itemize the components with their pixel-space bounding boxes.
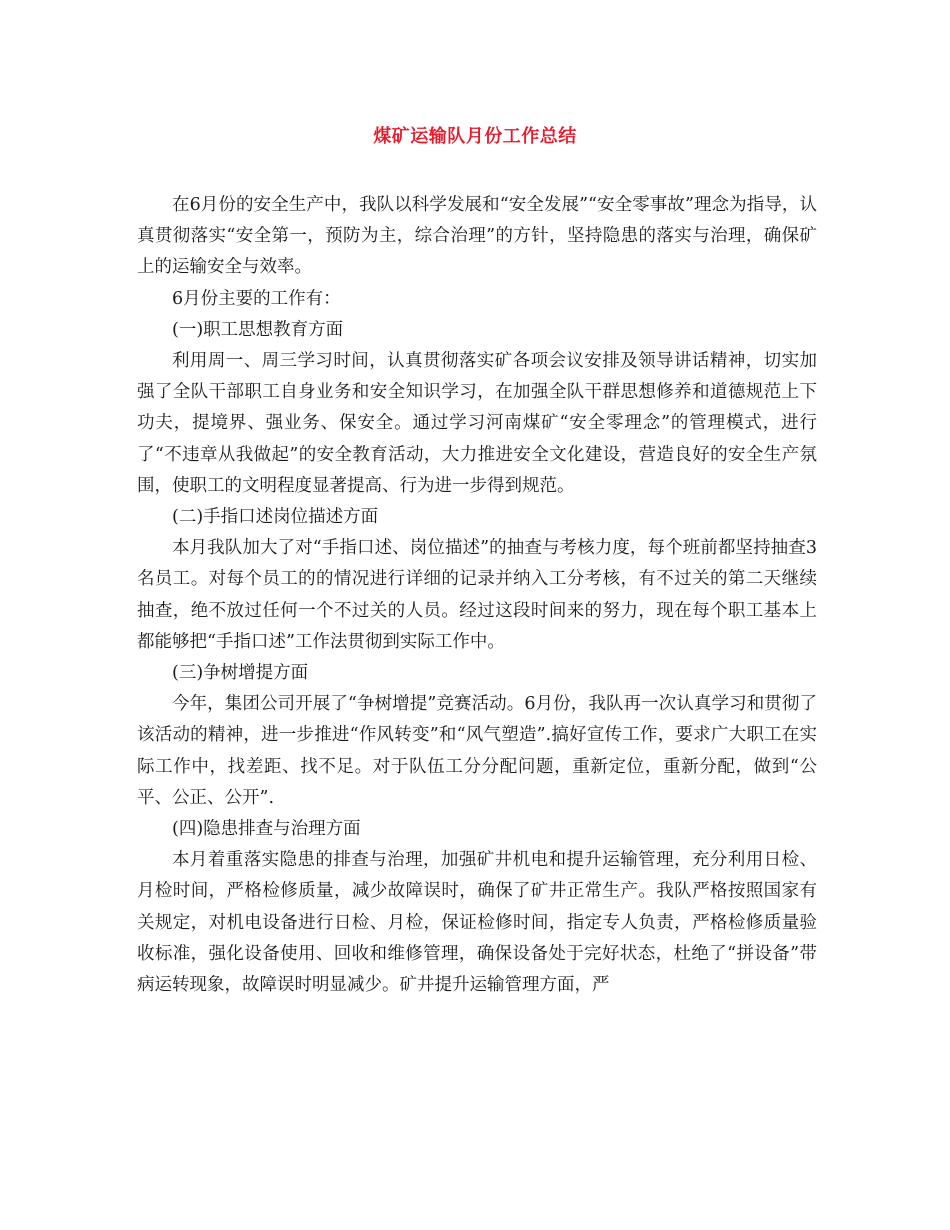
section-heading-1: (一)职工思想教育方面: [172, 319, 344, 340]
paragraph-work-list-heading: 6月份主要的工作有：: [172, 288, 341, 309]
document-body: [137, 190, 817, 1001]
paragraph-section-4: 本月着重落实隐患的排查与治理，加强矿井机电和提升运输管理，充分利用日检、月检时间，严格检修质量，减少故障误时，确保了矿井正常生产。我队严格按照国家有关规定，对机电设备进行日检、月检，保证检修时间，指定专人负责，严格检修质量验收标准，强化设备使用、回收和维修管理，确保设备处于完好状态，杜绝了“拼设备”带病运转现象，故障误时明显减少。矿井提升运输管理方面，严: [137, 850, 817, 996]
paragraph-section-2: 本月我队加大了对“手指口述、岗位描述”的抽查与考核力度，每个班前都坚持抽查3名员工。对每个员工的的情况进行详细的记录并纳入工分考核，有不过关的第二天继续抽查，绝不放过任何一个不过关的人员。经过这段时间来的努力，现在每个职工基本上都能够把“手指口述”工作法贯彻到实际工作中。: [137, 538, 817, 652]
paragraph-section-1: 利用周一、周三学习时间，认真贯彻落实矿各项会议安排及领导讲话精神，切实加强了全队干部职工自身业务和安全知识学习，在加强全队干群思想修养和道德规范上下功夫，提境界、强业务、保安全。通过学习河南煤矿“安全零理念”的管理模式，进行了“不违章从我做起”的安全教育活动，大力推进安全文化建设，营造良好的安全生产氛围，使职工的文明程度显著提高、行为进一步得到规范。: [137, 351, 817, 496]
section-heading-3: (三)争树增提方面: [172, 663, 309, 684]
paragraph-section-3: 今年，集团公司开展了“争树增提”竞赛活动。6月份，我队再一次认真学习和贯彻了该活动的精神，进一步推进“作风转变”和“风气塑造”.搞好宣传工作，要求广大职工在实际工作中，找差距、找不足。对于队伍工分分配问题，重新定位，重新分配，做到“公平、公正、公开”.: [137, 694, 817, 808]
document-title: 煤矿运输队月份工作总结: [373, 126, 577, 147]
section-heading-4: (四)隐患排查与治理方面: [172, 819, 361, 840]
section-heading-2: (二)手指口述岗位描述方面: [172, 507, 379, 528]
paragraph-intro: 在6月份的安全生产中，我队以科学发展和“安全发展”“安全零事故”理念为指导，认真贯彻落实“安全第一，预防为主，综合治理”的方针，坚持隐患的落实与治理，确保矿上的运输安全与效率。: [137, 195, 817, 278]
